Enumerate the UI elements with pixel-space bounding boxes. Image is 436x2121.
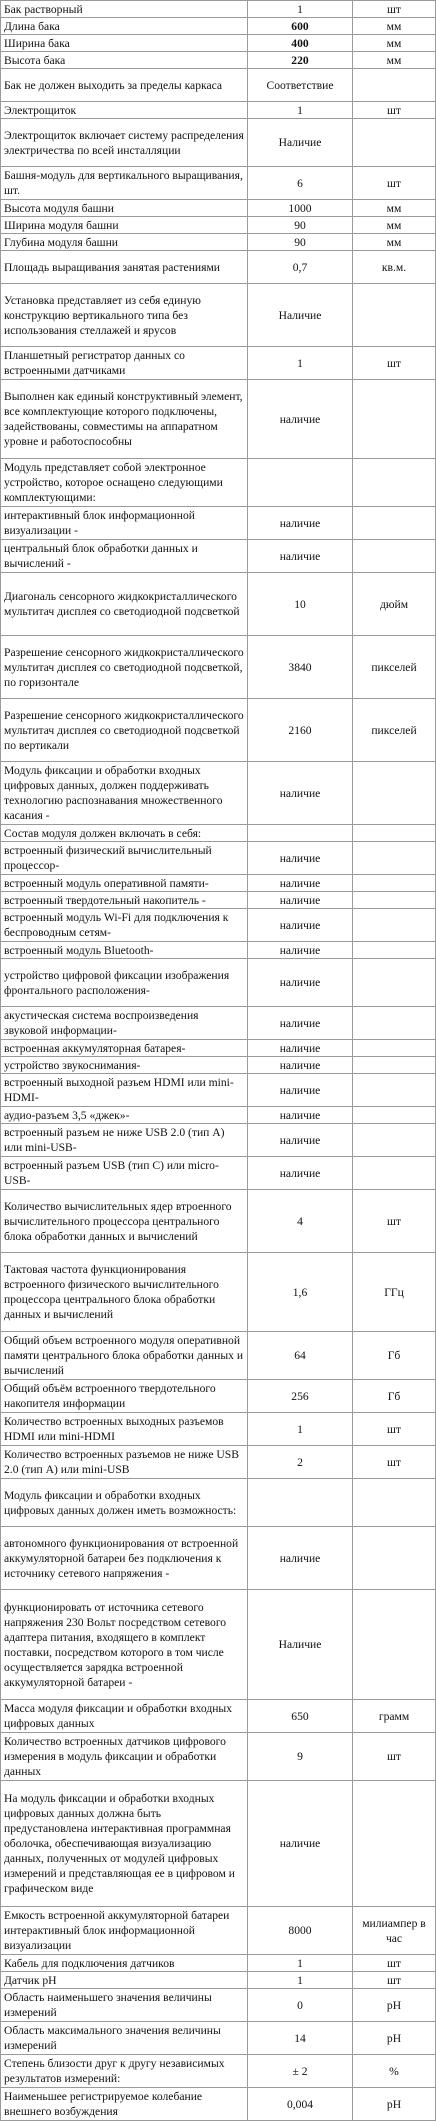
table-row bbox=[1, 1989, 436, 2022]
spec-name-cell: автономного функционирования от встроенной аккумуляторной батареи без подключения к источнику сетевого напряжения - bbox=[1, 1527, 248, 1590]
table-row bbox=[1, 2055, 436, 2088]
spec-value-cell: 2160 bbox=[248, 699, 353, 762]
table-row bbox=[1, 762, 436, 825]
table-row bbox=[1, 540, 436, 573]
spec-value-cell: 220 bbox=[248, 52, 353, 69]
spec-unit-cell bbox=[353, 284, 436, 347]
table-row bbox=[1, 217, 436, 234]
spec-unit-cell: мм bbox=[353, 52, 436, 69]
spec-unit-cell: мм bbox=[353, 234, 436, 251]
spec-value-cell: наличие bbox=[248, 1057, 353, 1074]
spec-unit-cell bbox=[353, 1781, 436, 1907]
table-row bbox=[1, 1332, 436, 1380]
spec-value-cell: ± 2 bbox=[248, 2055, 353, 2088]
spec-name-cell: устройство цифровой фиксации изображения фронтального расположения- bbox=[1, 959, 248, 1007]
table-row bbox=[1, 1446, 436, 1479]
spec-unit-cell: мм bbox=[353, 200, 436, 217]
spec-name-cell: Модуль представляет собой электронное устройство, которое оснащено следующими комплектующими: bbox=[1, 459, 248, 507]
spec-name-cell: Планшетный регистратор данных со встроенными датчиками bbox=[1, 347, 248, 380]
table-row bbox=[1, 1527, 436, 1590]
table-row bbox=[1, 200, 436, 217]
spec-name-cell: встроенная аккумуляторная батарея- bbox=[1, 1040, 248, 1057]
spec-name-cell: Разрешение сенсорного жидкокристаллического мультитач дисплея со светодиодной подсветкой по вертикали bbox=[1, 699, 248, 762]
spec-unit-cell: шт bbox=[353, 167, 436, 200]
table-row bbox=[1, 1955, 436, 1972]
spec-name-cell: встроенный разъем USB (тип C) или micro-USB- bbox=[1, 1157, 248, 1190]
spec-unit-cell bbox=[353, 69, 436, 102]
spec-unit-cell: шт bbox=[353, 102, 436, 119]
table-row bbox=[1, 1, 436, 18]
spec-name-cell: Высота бака bbox=[1, 52, 248, 69]
table-row bbox=[1, 1107, 436, 1124]
spec-value-cell: 8000 bbox=[248, 1907, 353, 1955]
spec-unit-cell bbox=[353, 825, 436, 842]
spec-name-cell: Кабель для подключения датчиков bbox=[1, 1955, 248, 1972]
spec-name-cell: Электрощиток bbox=[1, 102, 248, 119]
spec-value-cell: наличие bbox=[248, 942, 353, 959]
spec-name-cell: Количество встроенных датчиков цифрового измерения в модуль фиксации и обработки данных bbox=[1, 1733, 248, 1781]
table-row bbox=[1, 1479, 436, 1527]
spec-unit-cell: шт bbox=[353, 1972, 436, 1989]
spec-value-cell: 256 bbox=[248, 1380, 353, 1413]
spec-value-cell: 2 bbox=[248, 1446, 353, 1479]
spec-unit-cell bbox=[353, 1124, 436, 1157]
spec-value-cell: наличие bbox=[248, 1107, 353, 1124]
spec-unit-cell bbox=[353, 1057, 436, 1074]
spec-unit-cell: мм bbox=[353, 217, 436, 234]
table-row bbox=[1, 1413, 436, 1446]
spec-value-cell: 1 bbox=[248, 1955, 353, 1972]
table-row bbox=[1, 1157, 436, 1190]
spec-unit-cell bbox=[353, 1527, 436, 1590]
spec-unit-cell: шт bbox=[353, 1, 436, 18]
spec-value-cell: 90 bbox=[248, 217, 353, 234]
table-row bbox=[1, 875, 436, 892]
table-row bbox=[1, 636, 436, 699]
spec-value-cell: 64 bbox=[248, 1332, 353, 1380]
spec-unit-cell bbox=[353, 1479, 436, 1527]
spec-value-cell: 400 bbox=[248, 35, 353, 52]
spec-unit-cell: ГГц bbox=[353, 1253, 436, 1332]
spec-value-cell: наличие bbox=[248, 1040, 353, 1057]
spec-unit-cell: милиампер в час bbox=[353, 1907, 436, 1955]
table-row bbox=[1, 1907, 436, 1955]
spec-name-cell: Разрешение сенсорного жидкокристаллического мультитач дисплея со светодиодной подсветкой, по горизонтале bbox=[1, 636, 248, 699]
spec-unit-cell bbox=[353, 875, 436, 892]
spec-unit-cell: шт bbox=[353, 1733, 436, 1781]
spec-name-cell: Тактовая частота функционирования встроенного физического вычислительного процессора центрального блока обработки данных и вычислений bbox=[1, 1253, 248, 1332]
spec-name-cell: Количество встроенных разъемов не ниже USB 2.0 (тип A) или mini-USB bbox=[1, 1446, 248, 1479]
specification-table-body bbox=[1, 1, 436, 2121]
spec-value-cell: Наличие bbox=[248, 284, 353, 347]
spec-unit-cell bbox=[353, 762, 436, 825]
spec-unit-cell bbox=[353, 1107, 436, 1124]
spec-unit-cell: мм bbox=[353, 18, 436, 35]
table-row bbox=[1, 1972, 436, 1989]
spec-name-cell: Бак растворный bbox=[1, 1, 248, 18]
spec-name-cell: Область наименьшего значения величины измерений bbox=[1, 1989, 248, 2022]
table-row bbox=[1, 1040, 436, 1057]
table-row bbox=[1, 825, 436, 842]
spec-value-cell: 1,6 bbox=[248, 1253, 353, 1332]
spec-value-cell: наличие bbox=[248, 540, 353, 573]
table-row bbox=[1, 459, 436, 507]
spec-value-cell: 0 bbox=[248, 1989, 353, 2022]
spec-value-cell: 0,7 bbox=[248, 251, 353, 284]
spec-name-cell: встроенный модуль Wi-Fi для подключения к беспроводным сетям- bbox=[1, 909, 248, 942]
spec-name-cell: Установка представляет из себя единую конструкцию вертикального типа без использования стеллажей и ярусов bbox=[1, 284, 248, 347]
spec-value-cell: 1 bbox=[248, 347, 353, 380]
spec-unit-cell: % bbox=[353, 2055, 436, 2088]
spec-name-cell: Емкость встроенной аккумуляторной батареи интерактивный блок информационной визуализации bbox=[1, 1907, 248, 1955]
table-row bbox=[1, 1057, 436, 1074]
spec-value-cell: Соответствие bbox=[248, 69, 353, 102]
table-row bbox=[1, 699, 436, 762]
spec-unit-cell bbox=[353, 540, 436, 573]
spec-name-cell: Модуль фиксации и обработки входных цифровых данных, должен поддерживать технологию распознавания множественного касания - bbox=[1, 762, 248, 825]
table-row bbox=[1, 167, 436, 200]
spec-name-cell: встроенный твердотельный накопитель - bbox=[1, 892, 248, 909]
spec-name-cell: Состав модуля должен включать в себя: bbox=[1, 825, 248, 842]
table-row bbox=[1, 1700, 436, 1733]
spec-name-cell: Масса модуля фиксации и обработки входных цифровых данных bbox=[1, 1700, 248, 1733]
spec-unit-cell bbox=[353, 380, 436, 459]
spec-value-cell: наличие bbox=[248, 1781, 353, 1907]
spec-value-cell: Наличие bbox=[248, 1590, 353, 1700]
spec-value-cell: 1 bbox=[248, 1, 353, 18]
table-row bbox=[1, 69, 436, 102]
spec-unit-cell bbox=[353, 1157, 436, 1190]
spec-name-cell: функционировать от источника сетевого напряжения 230 Вольт посредством сетевого адаптера питания, входящего в комплект поставки, посредством которого в том числе осуществляется зарядка встроенной аккумуляторной батареи - bbox=[1, 1590, 248, 1700]
spec-value-cell: наличие bbox=[248, 507, 353, 540]
spec-name-cell: Длина бака bbox=[1, 18, 248, 35]
table-row bbox=[1, 1781, 436, 1907]
spec-name-cell: Глубина модуля башни bbox=[1, 234, 248, 251]
spec-name-cell: акустическая система воспроизведения звуковой информации- bbox=[1, 1007, 248, 1040]
spec-value-cell: наличие bbox=[248, 959, 353, 1007]
spec-name-cell: интерактивный блок информационной визуализации - bbox=[1, 507, 248, 540]
spec-unit-cell: шт bbox=[353, 1413, 436, 1446]
spec-unit-cell bbox=[353, 1590, 436, 1700]
spec-value-cell: 0,004 bbox=[248, 2088, 353, 2121]
table-row bbox=[1, 1190, 436, 1253]
spec-unit-cell bbox=[353, 909, 436, 942]
spec-name-cell: Ширина модуля башни bbox=[1, 217, 248, 234]
spec-value-cell: 9 bbox=[248, 1733, 353, 1781]
spec-name-cell: центральный блок обработки данных и вычислений - bbox=[1, 540, 248, 573]
spec-name-cell: аудио-разъем 3,5 «джек»- bbox=[1, 1107, 248, 1124]
spec-unit-cell: мм bbox=[353, 35, 436, 52]
spec-unit-cell: Гб bbox=[353, 1380, 436, 1413]
table-row bbox=[1, 119, 436, 167]
spec-unit-cell: pH bbox=[353, 2088, 436, 2121]
table-row bbox=[1, 1007, 436, 1040]
table-row bbox=[1, 251, 436, 284]
table-row bbox=[1, 1590, 436, 1700]
spec-value-cell: 6 bbox=[248, 167, 353, 200]
spec-value-cell: наличие bbox=[248, 762, 353, 825]
spec-name-cell: Площадь выращивания занятая растениями bbox=[1, 251, 248, 284]
spec-value-cell bbox=[248, 1479, 353, 1527]
table-row bbox=[1, 842, 436, 875]
spec-unit-cell bbox=[353, 459, 436, 507]
spec-value-cell: наличие bbox=[248, 1007, 353, 1040]
spec-name-cell: Электрощиток включает систему распределения электричества по всей инсталляции bbox=[1, 119, 248, 167]
spec-name-cell: устройство звукоснимания- bbox=[1, 1057, 248, 1074]
spec-name-cell: Модуль фиксации и обработки входных цифровых данных должен иметь возможность: bbox=[1, 1479, 248, 1527]
spec-value-cell: наличие bbox=[248, 1157, 353, 1190]
table-row bbox=[1, 284, 436, 347]
spec-value-cell: 1 bbox=[248, 102, 353, 119]
table-row bbox=[1, 52, 436, 69]
spec-name-cell: Общий объём встроенного твердотельного накопителя информации bbox=[1, 1380, 248, 1413]
table-row bbox=[1, 18, 436, 35]
spec-value-cell: 1 bbox=[248, 1413, 353, 1446]
spec-name-cell: Количество встроенных выходных разъемов HDMI или mini-HDMI bbox=[1, 1413, 248, 1446]
table-row bbox=[1, 234, 436, 251]
spec-name-cell: встроенный разъем не ниже USB 2.0 (тип A) или mini-USB- bbox=[1, 1124, 248, 1157]
table-row bbox=[1, 1733, 436, 1781]
spec-name-cell: Степень близости друг к другу независимых результатов измерений: bbox=[1, 2055, 248, 2088]
spec-value-cell: 1 bbox=[248, 1972, 353, 1989]
table-row bbox=[1, 573, 436, 636]
spec-unit-cell: кв.м. bbox=[353, 251, 436, 284]
table-row bbox=[1, 102, 436, 119]
spec-name-cell: встроенный модуль Bluetooth- bbox=[1, 942, 248, 959]
spec-unit-cell bbox=[353, 119, 436, 167]
spec-unit-cell: шт bbox=[353, 347, 436, 380]
spec-value-cell: наличие bbox=[248, 875, 353, 892]
spec-unit-cell: pH bbox=[353, 2022, 436, 2055]
spec-value-cell: Наличие bbox=[248, 119, 353, 167]
spec-name-cell: Высота модуля башни bbox=[1, 200, 248, 217]
spec-value-cell: 4 bbox=[248, 1190, 353, 1253]
table-row bbox=[1, 1380, 436, 1413]
spec-name-cell: Наименьшее регистрируемое колебание внешнего возбуждения bbox=[1, 2088, 248, 2121]
spec-unit-cell: пикселей bbox=[353, 636, 436, 699]
spec-name-cell: Количество вычислительных ядер втроенного вычислительного процессора центрального блока обработки данных и вычислений bbox=[1, 1190, 248, 1253]
spec-value-cell: 600 bbox=[248, 18, 353, 35]
spec-value-cell: 1000 bbox=[248, 200, 353, 217]
spec-value-cell: 3840 bbox=[248, 636, 353, 699]
table-row bbox=[1, 380, 436, 459]
spec-value-cell: 650 bbox=[248, 1700, 353, 1733]
spec-name-cell: встроенный модуль оперативной памяти- bbox=[1, 875, 248, 892]
spec-value-cell: наличие bbox=[248, 1124, 353, 1157]
spec-name-cell: встроенный выходной разъем HDMI или mini-HDMI- bbox=[1, 1074, 248, 1107]
spec-unit-cell bbox=[353, 942, 436, 959]
table-row bbox=[1, 909, 436, 942]
spec-value-cell bbox=[248, 825, 353, 842]
spec-name-cell: Выполнен как единый конструктивный элемент, все комплектующие которого подключены, задействованы, совместимы на аппаратном уровне и работоспособны bbox=[1, 380, 248, 459]
spec-name-cell: Ширина бака bbox=[1, 35, 248, 52]
table-row bbox=[1, 507, 436, 540]
spec-value-cell: наличие bbox=[248, 380, 353, 459]
spec-unit-cell bbox=[353, 507, 436, 540]
spec-unit-cell: шт bbox=[353, 1446, 436, 1479]
table-row bbox=[1, 942, 436, 959]
spec-name-cell: На модуль фиксации и обработки входных цифровых данных должна быть предустановлена интерактивная программная оболочка, обеспечивающая визуализацию данных, полученных от модулей цифровых измерений и представляющая ее в цифровом и графическом виде bbox=[1, 1781, 248, 1907]
table-row bbox=[1, 892, 436, 909]
spec-unit-cell: Гб bbox=[353, 1332, 436, 1380]
spec-unit-cell: пикселей bbox=[353, 699, 436, 762]
table-row bbox=[1, 35, 436, 52]
spec-unit-cell: дюйм bbox=[353, 573, 436, 636]
spec-value-cell: 10 bbox=[248, 573, 353, 636]
spec-name-cell: Область максимального значения величины измерений bbox=[1, 2022, 248, 2055]
spec-value-cell: наличие bbox=[248, 1527, 353, 1590]
spec-value-cell: наличие bbox=[248, 909, 353, 942]
spec-unit-cell: шт bbox=[353, 1190, 436, 1253]
spec-unit-cell bbox=[353, 959, 436, 1007]
table-row bbox=[1, 1253, 436, 1332]
table-row bbox=[1, 2022, 436, 2055]
table-row bbox=[1, 959, 436, 1007]
table-row bbox=[1, 347, 436, 380]
spec-unit-cell bbox=[353, 1040, 436, 1057]
table-row bbox=[1, 1074, 436, 1107]
spec-value-cell: наличие bbox=[248, 842, 353, 875]
spec-name-cell: Бак не должен выходить за пределы каркаса bbox=[1, 69, 248, 102]
spec-name-cell: Башня-модуль для вертикального выращивания, шт. bbox=[1, 167, 248, 200]
spec-unit-cell bbox=[353, 892, 436, 909]
spec-name-cell: встроенный физический вычислительный процессор- bbox=[1, 842, 248, 875]
spec-value-cell: 14 bbox=[248, 2022, 353, 2055]
spec-unit-cell bbox=[353, 842, 436, 875]
spec-value-cell: наличие bbox=[248, 892, 353, 909]
table-row bbox=[1, 2088, 436, 2121]
spec-value-cell bbox=[248, 459, 353, 507]
spec-name-cell: Общий объем встроенного модуля оперативной памяти центрального блока обработки данных и вычислений bbox=[1, 1332, 248, 1380]
spec-unit-cell bbox=[353, 1074, 436, 1107]
spec-unit-cell: грамм bbox=[353, 1700, 436, 1733]
spec-unit-cell: шт bbox=[353, 1955, 436, 1972]
spec-unit-cell: pH bbox=[353, 1989, 436, 2022]
spec-name-cell: Датчик pH bbox=[1, 1972, 248, 1989]
spec-unit-cell bbox=[353, 1007, 436, 1040]
spec-value-cell: наличие bbox=[248, 1074, 353, 1107]
table-row bbox=[1, 1124, 436, 1157]
spec-name-cell: Диагональ сенсорного жидкокристаллического мультитач дисплея со светодиодной подсветкой bbox=[1, 573, 248, 636]
spec-value-cell: 90 bbox=[248, 234, 353, 251]
